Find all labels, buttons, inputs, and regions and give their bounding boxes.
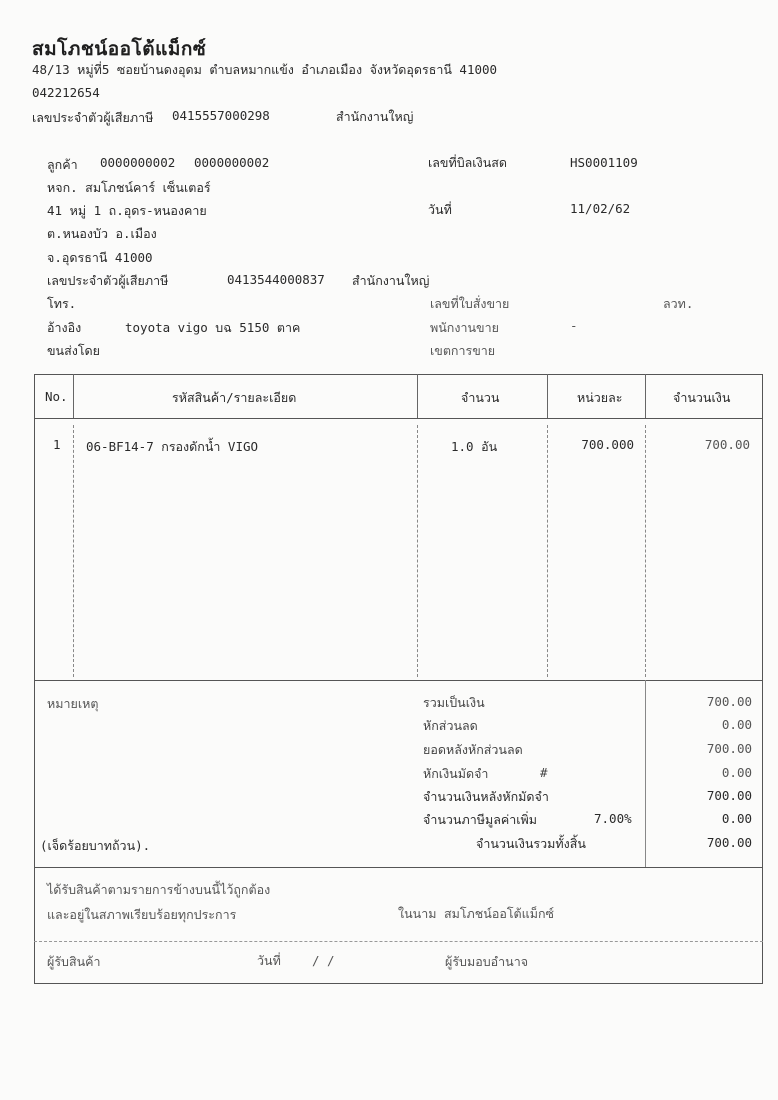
amount-in-words: (เจ็ดร้อยบาทถ้วน). — [40, 838, 151, 853]
customer-tel-label: โทร. — [47, 296, 77, 311]
col-dash-unit — [645, 425, 646, 677]
vat-label: จำนวนภาษีมูลค่าเพิ่ม — [423, 812, 537, 827]
receiver-label: ผู้รับสินค้า — [47, 954, 101, 969]
row-no: 1 — [53, 437, 61, 452]
received-statement-2: และอยู่ในสภาพเรียบร้อยทุกประการ — [47, 907, 237, 922]
col-header-amount: จำนวนเงิน — [673, 390, 731, 405]
sales-area-label: เขตการขาย — [430, 343, 496, 358]
deposit-value: 0.00 — [721, 765, 752, 780]
grand-total-label: จำนวนเงินรวมทั้งสิ้น — [476, 836, 586, 851]
after-deposit-value: 700.00 — [706, 788, 752, 803]
customer-ship-label: ขนส่งโดย — [47, 343, 100, 358]
customer-tax-id-label: เลขประจำตัวผู้เสียภาษี — [47, 273, 169, 288]
remark-label: หมายเหตุ — [47, 696, 99, 711]
after-deposit-label: จำนวนเงินหลังหักมัดจำ — [423, 789, 549, 804]
vat-rate: 7.00% — [594, 811, 632, 826]
bill-date: 11/02/62 — [570, 201, 631, 216]
col-line-desc — [417, 374, 418, 418]
company-name: สมโภชน์ออโต้แม็กซ์ — [32, 38, 207, 60]
deposit-label: หักเงินมัดจำ — [423, 766, 489, 781]
after-discount-label: ยอดหลังหักส่วนลด — [423, 742, 523, 757]
receive-date-blank: / / — [312, 953, 335, 968]
authorized-label: ผู้รับมอบอำนาจ — [445, 954, 529, 969]
col-line-summary — [645, 680, 646, 867]
company-branch: สำนักงานใหญ่ — [336, 109, 414, 124]
row-qty: 1.0 อัน — [451, 439, 498, 454]
sales-order-value: ลวท. — [663, 296, 694, 311]
customer-code: 0000000002 — [100, 155, 176, 170]
customer-tax-id: 0413544000837 — [227, 272, 325, 287]
col-header-no: No. — [45, 389, 68, 404]
salesperson-label: พนักงานขาย — [430, 320, 499, 335]
col-line-qty — [547, 374, 548, 418]
company-address: 48/13 หมู่ที่5 ซอยบ้านดงอุดม ตำบลหมากแข้ง อำเภอเมือง จังหวัดอุดรธานี 41000 — [32, 62, 498, 77]
col-header-unit: หน่วยละ — [577, 390, 623, 405]
col-header-desc: รหัสสินค้า/รายละเอียด — [172, 390, 297, 405]
sales-order-label: เลขที่ใบสั่งขาย — [430, 296, 510, 311]
col-dash-desc — [417, 425, 418, 677]
customer-address-1: 41 หมู่ 1 ถ.อุดร-หนองคาย — [47, 203, 207, 218]
customer-code-2: 0000000002 — [194, 155, 270, 170]
row-unit-price: 700.000 — [581, 437, 634, 452]
discount-value: 0.00 — [721, 717, 752, 732]
customer-address-3: จ.อุดรธานี 41000 — [47, 250, 153, 265]
customer-name: หจก. สมโภชน์คาร์ เซ็นเตอร์ — [47, 180, 211, 195]
bill-date-label: วันที่ — [428, 202, 452, 217]
vat-value: 0.00 — [721, 811, 752, 826]
company-phone: 042212654 — [32, 85, 100, 100]
bill-no-label: เลขที่บิลเงินสด — [428, 155, 507, 170]
col-line-unit — [645, 374, 646, 418]
table-header-divider — [34, 418, 763, 419]
row-amount: 700.00 — [704, 437, 750, 452]
subtotal-label: รวมเป็นเงิน — [423, 695, 485, 710]
salesperson-value: - — [570, 318, 578, 333]
customer-ref-label: อ้างอิง — [47, 320, 82, 335]
customer-label: ลูกค้า — [47, 157, 78, 172]
customer-ref-value: toyota vigo บฉ 5150 ตาค — [125, 320, 301, 335]
received-statement-1: ได้รับสินค้าตามรายการข้างบนนี้ไว้ถูกต้อง — [47, 882, 271, 897]
receive-date-label: วันที่ — [257, 953, 281, 968]
grand-total-value: 700.00 — [706, 835, 752, 850]
summary-footer-divider — [34, 867, 763, 868]
after-discount-value: 700.00 — [706, 741, 752, 756]
col-dash-no — [73, 425, 74, 677]
items-summary-divider — [34, 680, 763, 681]
discount-label: หักส่วนลด — [423, 718, 478, 733]
deposit-mark: # — [540, 765, 548, 780]
customer-address-2: ต.หนองบัว อ.เมือง — [47, 226, 157, 241]
col-dash-qty — [547, 425, 548, 677]
customer-branch: สำนักงานใหญ่ — [352, 273, 430, 288]
bill-no: HS0001109 — [570, 155, 638, 170]
col-line-no — [73, 374, 74, 418]
subtotal-value: 700.00 — [706, 694, 752, 709]
company-tax-id-label: เลขประจำตัวผู้เสียภาษี — [32, 110, 154, 125]
row-desc: 06-BF14-7 กรองดักน้ำ VIGO — [86, 439, 259, 454]
col-header-qty: จำนวน — [461, 390, 500, 405]
on-behalf-of: ในนาม สมโภชน์ออโต้แม็กซ์ — [398, 906, 555, 921]
company-tax-id: 0415557000298 — [172, 108, 270, 123]
signature-divider — [34, 941, 763, 942]
